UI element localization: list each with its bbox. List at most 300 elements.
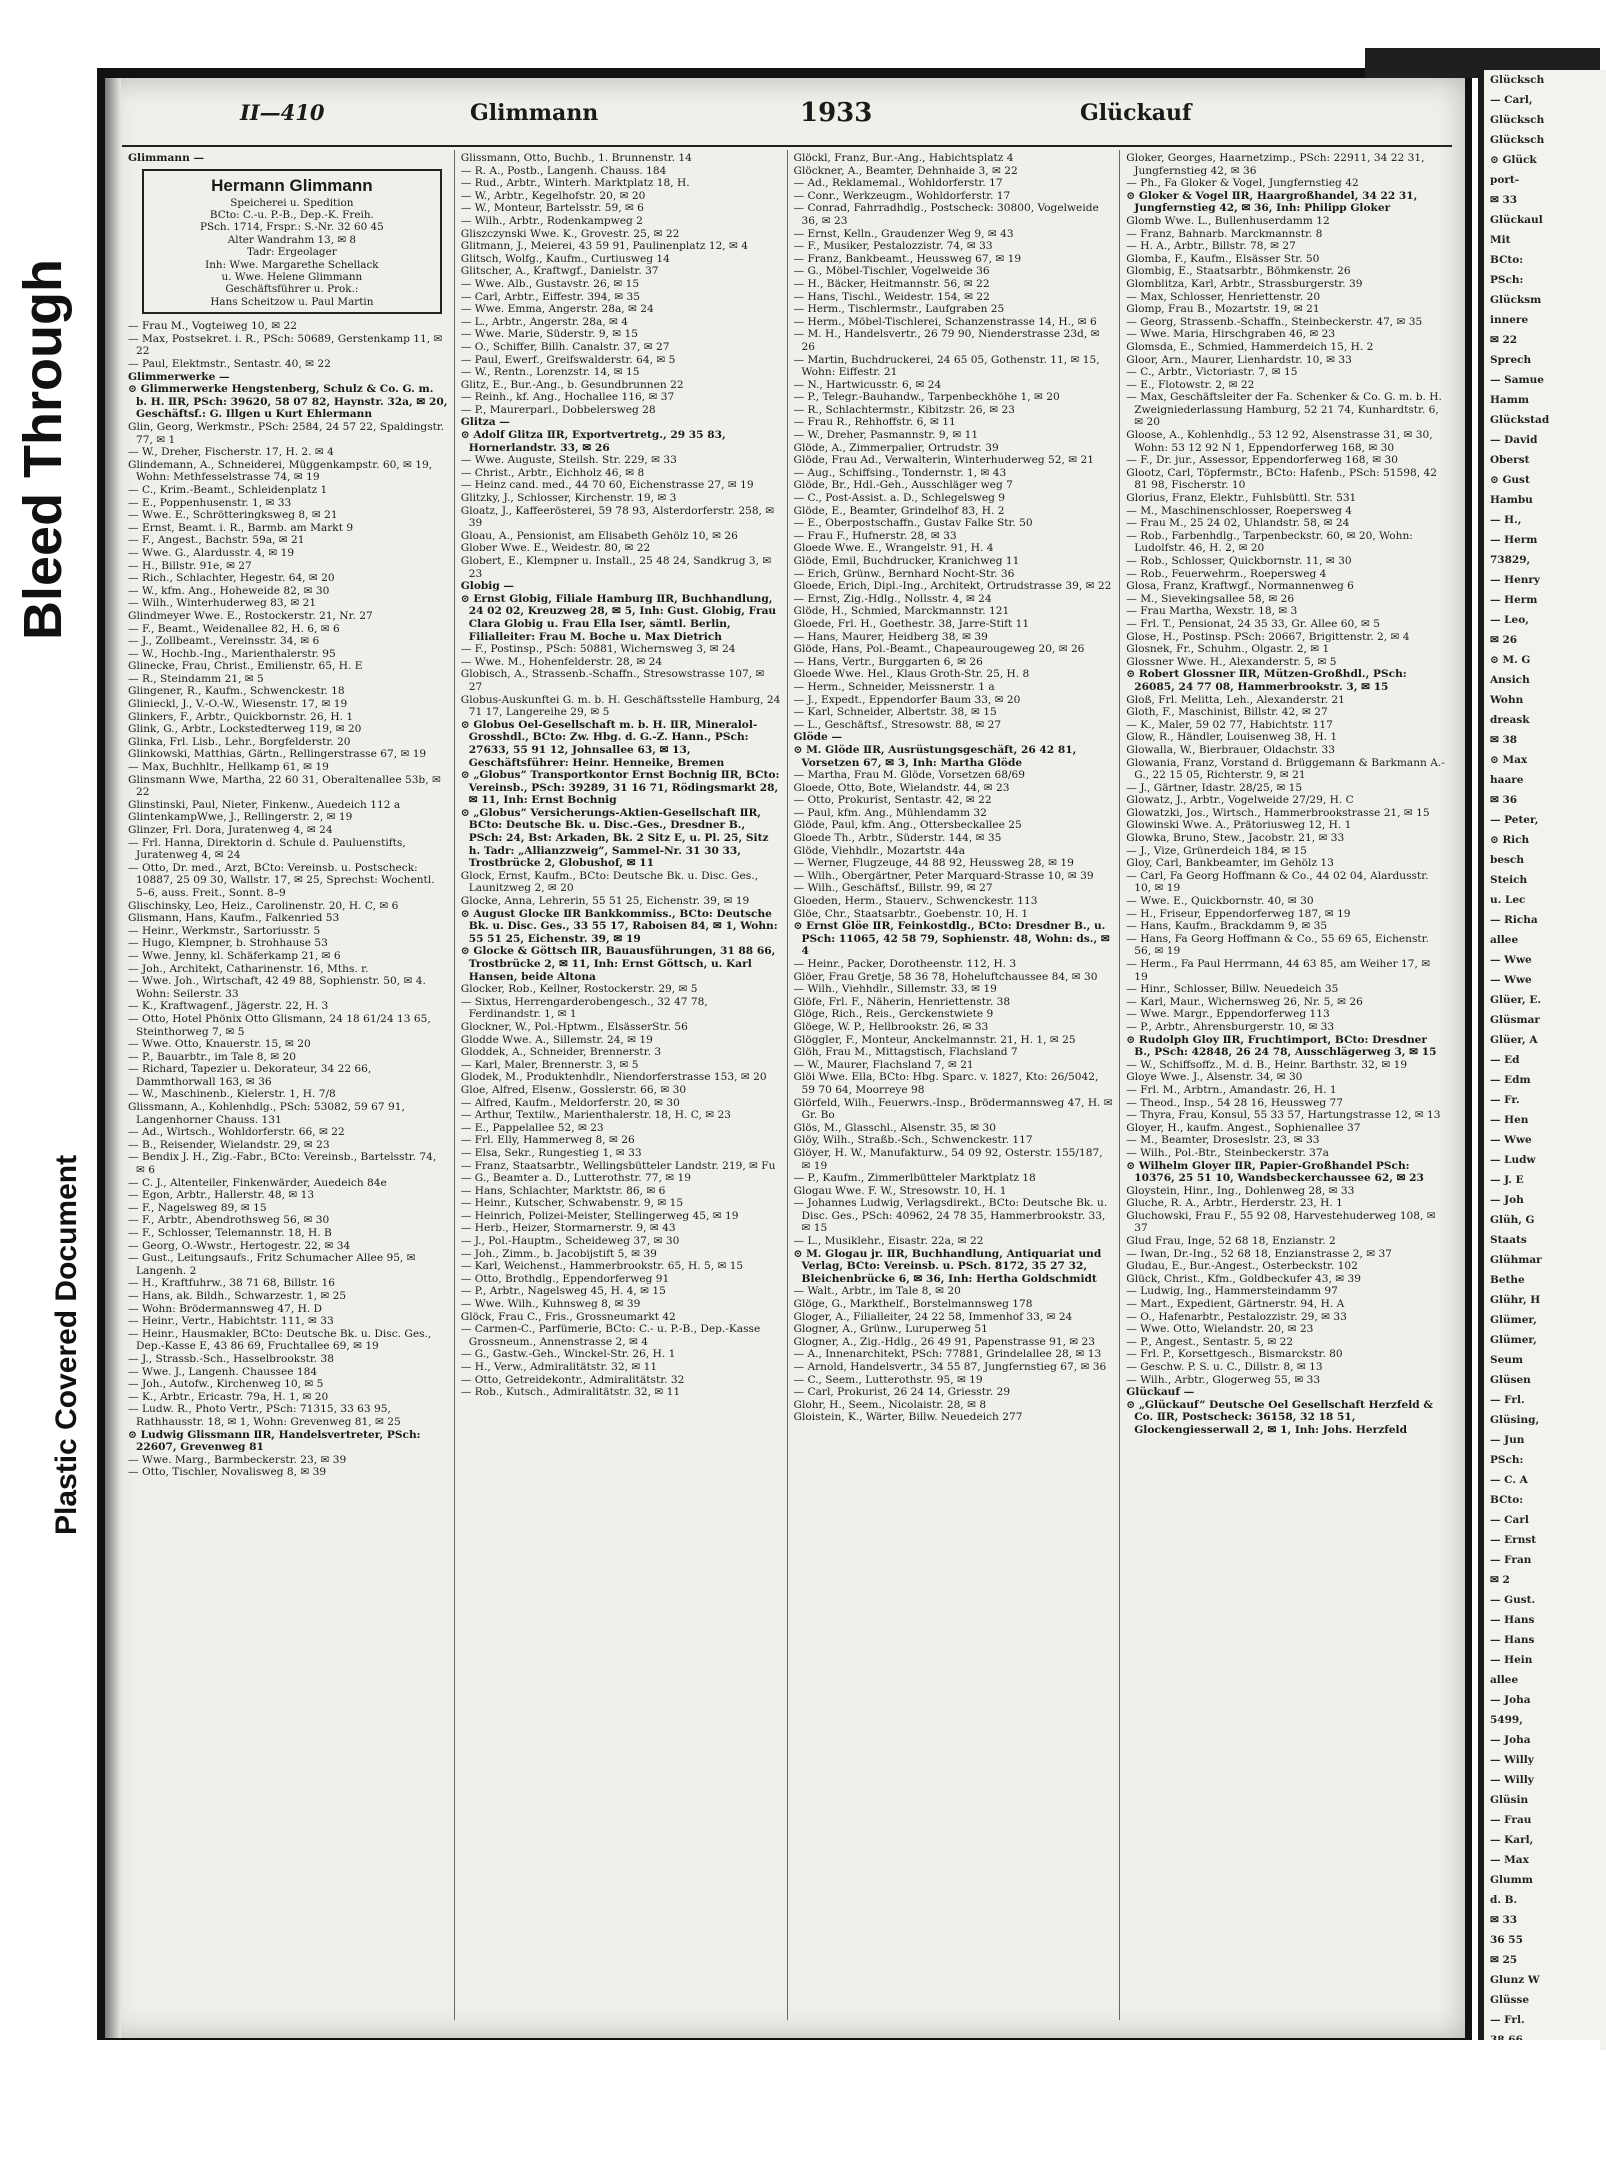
directory-entry: — H. A., Arbtr., Billstr. 78, ✉ 27 xyxy=(1126,240,1296,253)
directory-entry: — G., Möbel-Tischler, Vogelweide 36 xyxy=(793,265,990,278)
directory-entry: Glowatzki, Jos., Wirtsch., Hammerbrookstrasse 21, ✉ 15 xyxy=(1126,806,1430,819)
directory-entry: — Iwan, Dr.-Ing., 52 68 18, Enzianstrasse 2, ✉ 37 xyxy=(1126,1247,1392,1260)
strip-line: ⊙ Rich xyxy=(1490,834,1530,846)
directory-entry: — Ernst, Kelln., Graudenzer Weg 9, ✉ 43 xyxy=(793,227,1014,240)
directory-entry: — P., Angest., Sentastr. 5, ✉ 22 xyxy=(1126,1335,1294,1348)
side-label-plastic-covered: Plastic Covered Document xyxy=(50,1154,83,1535)
directory-entry: — Frau R., Rehhoffstr. 6, ✉ 11 xyxy=(793,416,956,429)
strip-line: allee xyxy=(1490,1674,1519,1686)
strip-line: — Carl, xyxy=(1490,94,1533,106)
directory-entry: — W., Arbtr., Kegelhofstr. 20, ✉ 20 xyxy=(460,189,646,202)
directory-entry: — N., Hartwicusstr. 6, ✉ 24 xyxy=(793,378,942,391)
strip-line: — Hans xyxy=(1490,1634,1535,1646)
directory-entry: — Heinz cand. med., 44 70 60, Eichenstrasse 27, ✉ 19 xyxy=(460,479,754,492)
directory-entry: ⊙ Glocke & Göttsch ⅡR, Bauausführungen, 31 88 66, Trostbrücke 2, ✉ 11, Inh: Ernst Göttsch, u. Karl Hansen, beide Altona xyxy=(460,945,776,983)
strip-line: innere xyxy=(1490,314,1529,326)
directory-entry: — P., Kaufm., Zimmerlbütteler Marktplatz 18 xyxy=(793,1172,1036,1185)
directory-entry: ⊙ Ludwig Glissmann ⅡR, Handelsvertreter, PSch: 22607, Grevenweg 81 xyxy=(128,1428,421,1454)
directory-entry: Glöege, W. P., Hellbrookstr. 26, ✉ 33 xyxy=(793,1020,989,1033)
strip-line: Glüsse xyxy=(1490,1994,1530,2006)
directory-entry: — G., Gastw.-Geh., Winckel-Str. 26, H. 1 xyxy=(460,1348,676,1361)
directory-entry: — W., kfm. Ang., Hoheweide 82, ✉ 30 xyxy=(128,584,330,597)
directory-entry: — Hans, Maurer, Heidberg 38, ✉ 39 xyxy=(793,630,988,643)
directory-entry: Glogau Wwe. F. W., Stresowstr. 10, H. 1 xyxy=(793,1184,1007,1197)
directory-entry: — Heinrich, Polizei-Meister, Stellingerweg 45, ✉ 19 xyxy=(460,1209,739,1222)
directory-entry: Gloede Th., Arbtr., Süderstr. 144, ✉ 35 xyxy=(793,832,1002,845)
strip-line: ✉ 2 xyxy=(1490,1574,1510,1586)
directory-entry: — Ph., Fa Gloker & Vogel, Jungfernstieg 42 xyxy=(1126,177,1359,190)
directory-entry: — Hans, Vertr., Burggarten 6, ✉ 26 xyxy=(793,655,983,668)
directory-entry: — Otto, Getreidekontr., Admiralitätstr. 32 xyxy=(460,1373,685,1386)
strip-line: — Karl, xyxy=(1490,1834,1534,1846)
directory-entry: Gloy, Carl, Bankbeamter, im Gehölz 13 xyxy=(1126,857,1334,870)
directory-entry: — Werner, Flugzeuge, 44 88 92, Heussweg 28, ✉ 19 xyxy=(793,857,1074,870)
directory-entry: Glober Wwe. E., Weidestr. 80, ✉ 22 xyxy=(460,542,651,555)
directory-entry: Gloddek, A., Schneider, Brennerstr. 3 xyxy=(460,1046,662,1059)
directory-entry: ⊙ Gloker & Vogel ⅡR, Haargroßhandel, 34 22 31, Jungfernstieg 42, ✉ 36, Inh: Philipp Gloker xyxy=(1126,189,1418,215)
directory-entry: — C., Seem., Lutterothstr. 95, ✉ 19 xyxy=(793,1373,983,1386)
directory-entry: Gloor, Arn., Maurer, Lienhardstr. 10, ✉ 33 xyxy=(1126,353,1352,366)
directory-entry: — Elsa, Sekr., Rungestieg 1, ✉ 33 xyxy=(460,1146,642,1159)
directory-entry: — F., Angest., Bachstr. 59a, ✉ 21 xyxy=(128,534,305,547)
directory-entry: — Joh., Zimm., b. Jacobijstift 5, ✉ 39 xyxy=(460,1247,657,1260)
directory-entry: Glöfe, Frl. F., Näherin, Henriettenstr. 38 xyxy=(793,995,1011,1008)
directory-entry: — W., Maurer, Flachsland 7, ✉ 21 xyxy=(793,1058,974,1071)
directory-entry: Glimmerwerke — xyxy=(128,370,230,383)
directory-columns xyxy=(122,150,1452,2020)
directory-entry: — Wwe. Emma, Angerstr. 28a, ✉ 24 xyxy=(460,303,654,316)
strip-line: — Carl xyxy=(1490,1514,1529,1526)
page-header xyxy=(120,100,1460,140)
directory-entry: Glöer, Frau Gretje, 58 36 78, Hoheluftchaussee 84, ✉ 30 xyxy=(793,970,1098,983)
directory-entry: — Joh., Architekt, Catharinenstr. 16, Mths. r. xyxy=(128,962,369,975)
directory-entry: ⊙ Glimmerwerke Hengstenberg, Schulz & Co. G. m. b. H. ⅡR, PSch: 39620, 58 07 82, Haynstr. 32a, ✉ 20, Geschäftsf.: G. Illgen u Kurt Ehlermann xyxy=(128,383,448,421)
directory-entry: — Bendix J. H., Zig.-Fabr., BCto: Vereinsb., Bartelsstr. 74, ✉ 6 xyxy=(128,1151,437,1177)
column-4 xyxy=(1120,150,1452,2020)
strip-line: — Joha xyxy=(1490,1734,1531,1746)
directory-entry: — Frl. M., Arbtrn., Amandastr. 26, H. 1 xyxy=(1126,1083,1337,1096)
directory-entry: — Wwe. M., Hohenfelderstr. 28, ✉ 24 xyxy=(460,655,663,668)
directory-entry: Glitzky, J., Schlosser, Kirchenstr. 19, ✉ 3 xyxy=(460,492,677,505)
directory-entry: Glombig, E., Staatsarbtr., Böhmkenstr. 26 xyxy=(1126,265,1351,278)
directory-entry: — W., Maschinenb., Kielerstr. 1, H. 7/8 xyxy=(128,1088,336,1101)
strip-line: Wohn xyxy=(1490,694,1524,706)
directory-entry: — Wwe. Jenny, kl. Schäferkamp 21, ✉ 6 xyxy=(128,949,341,962)
directory-entry: Gloede, Erich, Dipl.-Ing., Architekt, Ortrudstrasse 39, ✉ 22 xyxy=(793,580,1112,593)
directory-entry: — Herb., Heizer, Stormarnerstr. 9, ✉ 43 xyxy=(460,1222,676,1235)
ad-line: PSch. 1714, Frspr.: S.-Nr. 32 60 45 xyxy=(200,221,384,234)
directory-entry: Glindmeyer Wwe. E., Rostockerstr. 21, Nr. 27 xyxy=(128,609,373,622)
column-1 xyxy=(122,150,455,2020)
directory-entry: Gloede, Frl. H., Goethestr. 38, Jarre-Stift 11 xyxy=(793,617,1030,630)
directory-entry: ⊙ Wilhelm Gloyer ⅡR, Papier-Großhandel PSch: 10376, 25 51 10, Wandsbeckerchaussee 62, ✉ 23 xyxy=(1126,1159,1424,1185)
strip-line: 73829, xyxy=(1490,554,1531,566)
strip-line: port- xyxy=(1490,174,1520,186)
directory-entry: — H., Friseur, Eppendorferweg 187, ✉ 19 xyxy=(1126,907,1351,920)
strip-line: — Herm xyxy=(1490,594,1538,606)
bottom-margin xyxy=(0,2040,1600,2177)
strip-line: — Max xyxy=(1490,1854,1529,1866)
directory-entry: — Carmen-C., Parfümerie, BCto: C.- u. P.-B., Dep.-Kasse Grossneum., Annenstrasse 2, ✉ 4 xyxy=(460,1323,761,1348)
directory-entry: Glöde, Frau Ad., Verwalterin, Winterhuderweg 52, ✉ 21 xyxy=(793,454,1094,467)
directory-entry: Glöde, H., Schmied, Marckmannstr. 121 xyxy=(793,605,1010,618)
directory-entry: — M., Beamter, Droseslstr. 23, ✉ 33 xyxy=(1126,1134,1320,1147)
directory-entry: — R., Schlachtermstr., Kibitzstr. 26, ✉ 23 xyxy=(793,403,1015,416)
directory-entry: — E., Oberpostschaffn., Gustav Falke Str. 50 xyxy=(793,517,1033,530)
directory-entry: — Max, Schlosser, Henriettenstr. 20 xyxy=(1126,290,1321,303)
strip-line: — Samue xyxy=(1490,374,1544,386)
side-label-bleed-through: Bleed Through xyxy=(13,259,73,640)
directory-entry: Gloede, Otto, Bote, Wielandstr. 44, ✉ 23 xyxy=(793,781,1010,794)
directory-entry: — Wwe. Marg., Barmbeckerstr. 23, ✉ 39 xyxy=(128,1453,347,1466)
directory-entry: — Rud., Arbtr., Winterh. Marktplatz 18, H. xyxy=(460,177,690,190)
directory-entry: — Carl, Prokurist, 26 24 14, Griesstr. 29 xyxy=(793,1386,1011,1399)
directory-entry: — M., Maschinenschlosser, Roepersweg 4 xyxy=(1126,504,1352,517)
directory-entry: Glörfeld, Wilh., Feuerwrs.-Insp., Brödermannsweg 47, H. ✉ Gr. Bo xyxy=(793,1096,1113,1122)
directory-entry: ⊙ Robert Glossner ⅡR, Mützen-Großhdl., PSch: 26085, 24 77 08, Hammerbrookstr. 3, ✉ 15 xyxy=(1126,668,1407,693)
directory-entry: — Hinr., Schlosser, Billw. Neuedeich 35 xyxy=(1126,983,1339,996)
directory-entry: Gloger, A., Filialleiter, 24 22 58, Immenhof 33, ✉ 24 xyxy=(793,1310,1073,1323)
directory-entry: — Arnold, Handelsvertr., 34 55 87, Jungfernstieg 67, ✉ 36 xyxy=(793,1361,1107,1373)
directory-entry: Glindemann, A., Schneiderei, Müggenkampstr. 60, ✉ 19, Wohn: Methfesselstrasse 74, ✉ 19 xyxy=(128,458,433,484)
directory-entry: — J., Vize, Grünerdeich 184, ✉ 15 xyxy=(1126,844,1307,857)
directory-entry: Glohr, H., Seem., Nicolaistr. 28, ✉ 8 xyxy=(793,1398,987,1411)
directory-entry: — Hans, ak. Bildh., Schwarzestr. 1, ✉ 25 xyxy=(128,1289,347,1302)
strip-line: Sprech xyxy=(1490,354,1532,366)
directory-entry: Glöde, Hans, Pol.-Beamt., Chapeaurougeweg 20, ✉ 26 xyxy=(793,643,1085,656)
directory-entry: Glöde, Emil, Buchdrucker, Kranichweg 11 xyxy=(793,555,1020,567)
directory-entry: Gliszczynski Wwe. K., Grovestr. 25, ✉ 22 xyxy=(460,227,680,240)
directory-entry: — Franz, Bankbeamt., Heussweg 67, ✉ 19 xyxy=(793,252,1022,265)
directory-entry: Gloystein, Hinr., Ing., Dohlenweg 28, ✉ 33 xyxy=(1126,1184,1355,1197)
directory-entry: — Hugo, Klempner, b. Strohhause 53 xyxy=(128,937,328,950)
directory-entry: — R., Steindamm 21, ✉ 5 xyxy=(128,672,264,685)
directory-entry: Gluchowski, Frau F., 55 92 08, Harvestehuderweg 108, ✉ 37 xyxy=(1126,1209,1436,1235)
header-year: 1933 xyxy=(800,98,873,128)
strip-line: Glücksch xyxy=(1490,74,1545,86)
directory-entry: Glomblitza, Karl, Arbtr., Strassburgerstr. 39 xyxy=(1126,277,1363,290)
directory-entry: Glöde, Paul, kfm. Ang., Ottersbeckallee 25 xyxy=(793,819,1022,832)
strip-line: — Gust. xyxy=(1490,1594,1536,1606)
directory-entry: — Wwe. Alb., Gustavstr. 26, ✉ 15 xyxy=(460,277,640,290)
directory-entry: ⊙ August Glocke ⅡR Bankkommiss., BCto: Deutsche Bk. u. Disc. Ges., 33 55 17, Raboisen 84, ✉ 1, Wohn: 55 51 25, Eichenstr. 39, ✉ 19 xyxy=(460,907,778,945)
directory-entry: — Frau M., Vogteiweg 10, ✉ 22 xyxy=(128,320,298,333)
directory-entry: — Max, Buchhltr., Hellkamp 61, ✉ 19 xyxy=(128,761,329,774)
directory-entry: ⊙ Globus Oel-Gesellschaft m. b. H. ⅡR, Mineralol-Grosshdl., BCto: Zw. Hbg. d. G.-Z. Hann., PSch: 27633, 55 91 12, Johnsallee 63, ✉ 13, Geschäftsführer: Heinr. Henneike, Bremen xyxy=(460,718,758,769)
strip-line: BCto: xyxy=(1490,254,1524,266)
strip-line: Glückstad xyxy=(1490,414,1550,426)
strip-line: — Willy xyxy=(1490,1774,1534,1786)
directory-entry: — H., Verw., Admiralitätstr. 32, ✉ 11 xyxy=(460,1361,658,1373)
directory-entry: Glöh, Frau M., Mittagstisch, Flachsland 7 xyxy=(793,1046,1018,1059)
directory-entry: — Ad., Reklamemal., Wohldorferstr. 17 xyxy=(793,177,1003,190)
directory-entry: — Franz, Bahnarb. Marckmannstr. 8 xyxy=(1126,227,1323,240)
strip-line: Glücksch xyxy=(1490,134,1545,146)
directory-entry: — Otto, Dr. med., Arzt, BCto: Vereinsb. u. Postscheck: 10887, 25 09 30, Wallstr. 17, ✉ 25, Sprechst: Wochentl. 5–6, auss. Freit., Sonnt. 8–9 xyxy=(128,861,435,899)
directory-entry: Glinka, Frl. Lisb., Lehr., Borgfelderstr. 20 xyxy=(128,735,351,748)
directory-entry: Glogner, A., Zig.-Hdlg., 26 49 91, Papenstrasse 91, ✉ 23 xyxy=(793,1335,1096,1348)
directory-entry: Gloau, A., Pensionist, am Elisabeth Gehölz 10, ✉ 26 xyxy=(460,529,738,542)
directory-entry: — Wwe. Auguste, Steilsh. Str. 229, ✉ 33 xyxy=(460,454,677,467)
directory-entry: — W., Rentn., Lorenzstr. 14, ✉ 15 xyxy=(460,366,640,379)
strip-line: — Wwe xyxy=(1490,974,1532,986)
directory-entry: Glinsmann Wwe, Martha, 22 60 31, Oberaltenallee 53b, ✉ 22 xyxy=(128,773,441,799)
strip-line: ⊙ Gust xyxy=(1490,474,1530,486)
directory-entry: — Walt., Arbtr., im Tale 8, ✉ 20 xyxy=(793,1285,961,1298)
strip-line: ✉ 22 xyxy=(1490,334,1518,346)
directory-entry: Gloyer, H., kaufm. Angest., Sophienallee 37 xyxy=(1126,1121,1361,1134)
directory-entry: — L., Musiklehr., Eisastr. 22a, ✉ 22 xyxy=(793,1235,984,1248)
directory-entry: Glöck, Frau C., Fris., Grossneumarkt 42 xyxy=(460,1310,676,1323)
directory-entry: — Herm., Schneider, Meissnerstr. 1 a xyxy=(793,680,995,693)
strip-line: Bethe xyxy=(1490,1274,1525,1286)
strip-line: — Frl. xyxy=(1490,2014,1525,2026)
directory-entry: — J., Zollbeamt., Vereinsstr. 34, ✉ 6 xyxy=(128,635,320,648)
strip-line: — J. E xyxy=(1490,1174,1524,1186)
directory-entry: Glimmann — xyxy=(128,152,205,164)
directory-entry: — Paul, Ewerf., Greifswalderstr. 64, ✉ 5 xyxy=(460,353,676,366)
directory-entry: Glöyer, H. W., Manufakturw., 54 09 92, Osterstr. 155/187, ✉ 19 xyxy=(793,1146,1103,1172)
directory-entry: Gloß, Frl. Melitta, Leh., Alexanderstr. 21 xyxy=(1126,693,1345,706)
directory-entry: — F., Beamt., Weidenallee 82, H. 6, ✉ 6 xyxy=(128,622,340,635)
directory-entry: — Max, Geschäftsleiter der Fa. Schenker & Co. G. m. b. H. Zweigniederlassung Hamburg, 52 21 74, Kunhardtstr. 6, ✉ 20 xyxy=(1126,391,1442,429)
strip-line: Glücksch xyxy=(1490,114,1545,126)
strip-line: — Willy xyxy=(1490,1754,1534,1766)
directory-entry: — F., Nagelsweg 89, ✉ 15 xyxy=(128,1201,267,1214)
directory-entry: Glin, Georg, Werkmstr., PSch: 2584, 24 57 22, Spaldingstr. 77, ✉ 1 xyxy=(128,421,445,446)
directory-entry: — H., Bäcker, Heitmannstr. 56, ✉ 22 xyxy=(793,277,990,290)
strip-line: Glüer, E. xyxy=(1490,994,1542,1006)
directory-entry: — Conr., Werkzeugm., Wohldorferstr. 17 xyxy=(793,189,1011,202)
strip-line: Glüsing, xyxy=(1490,1414,1540,1426)
directory-entry: — Karl, Maler, Brennerstr. 3, ✉ 5 xyxy=(460,1058,639,1071)
directory-entry: — Aug., Schiffsing., Tondernstr. 1, ✉ 43 xyxy=(793,466,1007,479)
directory-entry: Glosnek, Fr., Schuhm., Olgastr. 2, ✉ 1 xyxy=(1126,643,1330,656)
strip-line: 5499, xyxy=(1490,1714,1523,1726)
directory-entry: Glinstinski, Paul, Nieter, Finkenw., Auedeich 112 a xyxy=(128,798,401,811)
ad-line: BCto: C.-u. P.-B., Dep.-K. Freih. xyxy=(209,209,374,221)
directory-entry: Glinkers, F., Arbtr., Quickbornstr. 26, H. 1 xyxy=(128,710,354,723)
directory-entry: Glock, Ernst, Kaufm., BCto: Deutsche Bk. u. Disc. Ges., Launitzweg 2, ✉ 20 xyxy=(460,869,758,895)
directory-entry: ⊙ „Glückauf” Deutsche Oel Gesellschaft Herzfeld & Co. ⅡR, Postscheck: 36158, 32 18 51, Glockengiesserwall 2, ✉ 1, Inh: Johs. Herzfeld xyxy=(1126,1398,1433,1436)
directory-entry: — Wilh., Winterhuderweg 83, ✉ 21 xyxy=(128,597,317,610)
strip-line: Glüer, A xyxy=(1490,1034,1538,1046)
directory-entry: Glück, Christ., Kfm., Goldbeckufer 43, ✉ 39 xyxy=(1126,1272,1361,1285)
directory-entry: Glomba, F., Kaufm., Elsässer Str. 50 xyxy=(1126,252,1320,265)
directory-entry: — Reinh., kf. Ang., Hochallee 116, ✉ 37 xyxy=(460,391,675,404)
strip-line: ✉ 26 xyxy=(1490,634,1518,646)
directory-entry: — P., Arbtr., Ahrensburgerstr. 10, ✉ 33 xyxy=(1126,1020,1335,1033)
directory-entry: Gloye Wwe. J., Alsenstr. 34, ✉ 30 xyxy=(1126,1071,1303,1084)
directory-entry: — Carl, Arbtr., Eiffestr. 394, ✉ 35 xyxy=(460,290,640,303)
strip-line: Glumm xyxy=(1490,1874,1533,1886)
directory-entry: — Richard, Tapezier u. Dekorateur, 34 22 66, Dammthorwall 163, ✉ 36 xyxy=(128,1063,372,1088)
directory-entry: — Gust., Leitungsaufs., Fritz Schumacher Allee 95, ✉ Langenh. 2 xyxy=(128,1252,416,1277)
directory-entry: — Rich., Schlachter, Hegestr. 64, ✉ 20 xyxy=(128,572,335,585)
directory-entry: — Wwe. Otto, Wielandstr. 20, ✉ 23 xyxy=(1126,1323,1314,1336)
ad-firm-name: Hermann Glimmann xyxy=(211,175,373,195)
directory-entry: — O., Schiffer, Billh. Canalstr. 37, ✉ 27 xyxy=(460,340,670,353)
strip-line: 36 55 xyxy=(1490,1934,1523,1946)
directory-entry: Glinieckl, J., V.-O.-W., Wiesenstr. 17, ✉ 19 xyxy=(128,698,348,711)
directory-entry: — Heinr., Hausmakler, BCto: Deutsche Bk. u. Disc. Ges., Dep.-Kasse E, 43 86 69, Fruchtallee 69, ✉ 19 xyxy=(128,1327,432,1353)
directory-entry: — Carl, Fa Georg Hoffmann & Co., 44 02 04, Alardusstr. 10, ✉ 19 xyxy=(1126,869,1429,895)
strip-line: ⊙ Glück xyxy=(1490,154,1537,166)
strip-line: Mit xyxy=(1490,234,1511,246)
directory-entry: Glinkowski, Matthias, Gärtn., Rellingerstrasse 67, ✉ 19 xyxy=(128,748,427,761)
strip-line: Glunz W xyxy=(1490,1974,1540,1986)
strip-line: — Peter, xyxy=(1490,814,1539,826)
directory-entry: Glöe, Chr., Staatsarbtr., Goebenstr. 10, H. 1 xyxy=(793,907,1029,920)
column-3 xyxy=(788,150,1121,2020)
strip-line: — Wwe xyxy=(1490,954,1532,966)
strip-line: ✉ 38 xyxy=(1490,734,1518,746)
directory-entry: — Alfred, Kaufm., Meldorferstr. 20, ✉ 30 xyxy=(460,1096,680,1109)
strip-line: — Edm xyxy=(1490,1074,1531,1086)
directory-entry: Glinecke, Frau, Christ., Emilienstr. 65, H. E xyxy=(128,660,363,673)
directory-entry: — H., Kraftfuhrw., 38 71 68, Billstr. 16 xyxy=(128,1277,335,1290)
strip-line: Glücksm xyxy=(1490,294,1542,306)
strip-line: ⊙ Max xyxy=(1490,754,1528,766)
directory-entry: — Frau Martha, Wexstr. 18, ✉ 3 xyxy=(1126,605,1298,618)
directory-entry: — Theod., Insp., 54 28 16, Heussweg 77 xyxy=(1126,1096,1344,1109)
ad-line: Speicherei u. Spedition xyxy=(230,196,354,209)
directory-entry: — P., Telegr.-Bauhandw., Tarpenbeckhöhe 1, ✉ 20 xyxy=(793,391,1060,404)
directory-entry: — F., Postinsp., PSch: 50881, Wichernsweg 3, ✉ 24 xyxy=(460,643,736,656)
directory-entry: — Ernst, Zig.-Hdlg., Nollsstr. 4, ✉ 24 xyxy=(793,592,992,605)
strip-line: allee xyxy=(1490,934,1519,946)
directory-entry: — L., Arbtr., Angerstr. 28a, ✉ 4 xyxy=(460,315,629,328)
directory-entry: — Johannes Ludwig, Verlagsdirekt., BCto: Deutsche Bk. u. Disc. Ges., PSch: 40962, 24 78 35, Hammerbrookstr. 33, ✉ 15 xyxy=(793,1197,1108,1235)
directory-entry: Glodek, M., Produktenhdlr., Niendorferstrasse 153, ✉ 20 xyxy=(460,1071,767,1084)
directory-entry: — Paul, Elektmstr., Sentastr. 40, ✉ 22 xyxy=(128,358,331,371)
directory-entry: — Wwe. G., Alardusstr. 4, ✉ 19 xyxy=(128,546,295,559)
directory-entry: — Wilh., Arbtr., Glogerweg 55, ✉ 33 xyxy=(1126,1373,1321,1386)
directory-entry: — Franz, Staatsarbtr., Wellingsbütteler Landstr. 219, ✉ Fu xyxy=(460,1159,776,1172)
strip-line: ✉ 33 xyxy=(1490,194,1518,206)
directory-entry: — W., Hochb.-Ing., Marienthalerstr. 95 xyxy=(128,647,336,660)
directory-entry: — Erich, Grünw., Bernhard Nocht-Str. 36 xyxy=(793,567,1015,580)
page-number: II—410 xyxy=(240,100,325,125)
directory-entry: — C., Arbtr., Victoriastr. 7, ✉ 15 xyxy=(1126,366,1298,379)
directory-entry: — Wilh., Geschäftsf., Billstr. 99, ✉ 27 xyxy=(793,882,993,895)
strip-line: Staats xyxy=(1490,1234,1527,1246)
directory-entry: Glomsda, E., Schmied, Hammerdeich 15, H. 2 xyxy=(1126,340,1374,353)
ad-line: Alter Wandrahm 13, ✉ 8 xyxy=(227,233,356,246)
directory-entry: — Wilh., Viehhdlr., Sillemstr. 33, ✉ 19 xyxy=(793,983,997,996)
directory-entry: — Wwe. E., Schrötteringksweg 8, ✉ 21 xyxy=(128,509,338,522)
directory-entry: Glose, H., Postinsp. PSch: 20667, Brigittenstr. 2, ✉ 4 xyxy=(1126,630,1410,643)
directory-entry: Glowka, Bruno, Stew., Jacobstr. 21, ✉ 33 xyxy=(1126,832,1345,845)
strip-line: — H., xyxy=(1490,514,1522,526)
directory-entry: — Hans, Kaufm., Brackdamm 9, ✉ 35 xyxy=(1126,920,1328,933)
directory-entry: — Wwe. J., Langenh. Chaussee 184 xyxy=(128,1365,318,1378)
directory-entry: — Heinr., Packer, Dorotheenstr. 112, H. 3 xyxy=(793,958,1017,970)
directory-entry: Glow, R., Händler, Louisenweg 38, H. 1 xyxy=(1126,731,1338,744)
strip-line: Glümer, xyxy=(1490,1314,1537,1326)
directory-entry: — Wwe. Maria, Hirschgraben 46, ✉ 23 xyxy=(1126,328,1336,341)
directory-entry: — Herm., Möbel-Tischlerei, Schanzenstrasse 14, H., ✉ 6 xyxy=(793,315,1097,328)
strip-line: — Frau xyxy=(1490,1814,1532,1826)
directory-entry: — Karl, Maur., Wichernsweg 26, Nr. 5, ✉ 26 xyxy=(1126,995,1363,1008)
directory-entry: Globisch, A., Strassenb.-Schaffn., Stresowstrasse 107, ✉ 27 xyxy=(460,668,765,693)
directory-entry: Gloker, Georges, Haarnetzimp., PSch: 22911, 34 22 31, Jungfernstieg 42, ✉ 36 xyxy=(1126,152,1425,177)
directory-entry: — K., Kraftwagenf., Jägerstr. 22, H. 3 xyxy=(128,1000,329,1013)
directory-entry: Glöy, Wilh., Straßb.-Sch., Schwenckestr. 117 xyxy=(793,1134,1033,1147)
directory-entry: Glöde, Br., Hdl.-Geh., Ausschläger weg 7 xyxy=(793,479,1013,492)
directory-entry: Glowalla, W., Bierbrauer, Oldachstr. 33 xyxy=(1126,743,1335,756)
directory-entry: — Rob., Kutsch., Admiralitätstr. 32, ✉ 11 xyxy=(460,1386,681,1399)
directory-entry: ⊙ Ernst Globig, Filiale Hamburg ⅡR, Buchhandlung, 24 02 02, Kreuzweg 28, ✉ 5, Inh: Gust. Globig, Frau Clara Globig u. Frau Ella Iser, sämtl. Berlin, Filialleiter: Frau M. Boche u. Max Dietrich xyxy=(460,592,777,643)
directory-entry: Glöggler, F., Monteur, Anckelmannstr. 21, H. 1, ✉ 25 xyxy=(793,1033,1076,1046)
directory-entry: — Frau F., Hufnerstr. 28, ✉ 33 xyxy=(793,529,957,542)
directory-entry: Glitscher, A., Kraftwgf., Danielstr. 37 xyxy=(460,265,659,278)
directory-entry: Glöckner, A., Beamter, Dehnhaide 3, ✉ 22 xyxy=(793,164,1018,177)
directory-entry: — Otto, Tischler, Novalisweg 8, ✉ 39 xyxy=(128,1466,327,1479)
strip-line: — Joh xyxy=(1490,1194,1524,1206)
directory-entry: Glismann, Hans, Kaufm., Falkenried 53 xyxy=(128,912,340,925)
directory-entry: — Karl, Weichenst., Hammerbrookstr. 65, H. 5, ✉ 15 xyxy=(460,1260,744,1273)
strip-line: Oberst xyxy=(1490,454,1530,466)
directory-entry: — Otto, Hotel Phönix Otto Glismann, 24 18 61/24 13 65, Steinthorweg 7, ✉ 5 xyxy=(128,1012,431,1038)
directory-entry: Glöge, G., Markthelf., Borstelmannsweg 178 xyxy=(793,1298,1033,1311)
advertisement-box xyxy=(142,169,442,315)
strip-line: — Wwe xyxy=(1490,1134,1532,1146)
directory-entry: — Herm., Tischlermstr., Laufgraben 25 xyxy=(793,303,1005,316)
strip-line: — Fr. xyxy=(1490,1094,1520,1106)
directory-entry: Gloth, F., Maschinist, Billstr. 42, ✉ 27 xyxy=(1126,706,1328,719)
directory-entry: Glowinski Wwe. A., Prätoriusweg 12, H. 1 xyxy=(1126,819,1352,832)
directory-entry: Glöi Wwe. Ella, BCto: Hbg. Sparc. v. 1827, Kto: 26/5042, 59 70 64, Moorreye 98 xyxy=(793,1071,1099,1096)
directory-entry: — M., Sievekingsallee 58, ✉ 26 xyxy=(1126,592,1295,605)
directory-entry: Glöde — xyxy=(793,731,843,744)
directory-entry: Glorius, Franz, Elektr., Fuhlsbüttl. Str. 531 xyxy=(1126,492,1357,505)
directory-entry: Gloe, Alfred, Elsenw., Gosslerstr. 66, ✉ 30 xyxy=(460,1083,687,1096)
directory-entry: — Otto, Brothdlg., Eppendorferweg 91 xyxy=(460,1272,670,1285)
directory-entry: — Martin, Buchdruckerei, 24 65 05, Gothenstr. 11, ✉ 15, Wohn: Eiffestr. 21 xyxy=(793,353,1100,379)
strip-line: — Fran xyxy=(1490,1554,1532,1566)
directory-entry: Glöde, Viehhdlr., Mozartstr. 44a xyxy=(793,844,966,857)
directory-entry: — J., Pol.-Hauptm., Scheideweg 37, ✉ 30 xyxy=(460,1235,680,1248)
directory-entry: — C., Krim.-Beamt., Schleidenplatz 1 xyxy=(128,483,328,496)
directory-entry: — Wilh., Pol.-Btr., Steinbeckerstr. 37a xyxy=(1126,1146,1329,1159)
directory-entry: ⊙ Ernst Glöe ⅡR, Feinkostdlg., BCto: Dresdner B., u. PSch: 11065, 42 58 79, Sophienstr. 48, Wohn: ds., ✉ 4 xyxy=(793,920,1110,958)
directory-entry: Glitsch, Wolfg., Kaufm., Curtiusweg 14 xyxy=(460,252,670,265)
directory-entry: Glöde, E., Beamter, Grindelhof 83, H. 2 xyxy=(793,504,1005,517)
ad-line: Geschäftsführer u. Prok.: xyxy=(225,283,359,296)
directory-entry: — Wohn: Brödermannsweg 47, H. D xyxy=(128,1302,323,1315)
directory-entry: — Ludw. R., Photo Vertr., PSch: 71315, 33 63 95, Rathhausstr. 18, ✉ 1, Wohn: Grevenweg 81, ✉ 25 xyxy=(128,1403,401,1428)
directory-entry: ⊙ Adolf Glitza ⅡR, Exportvertretg., 29 35 83, Hornerlandstr. 33, ✉ 26 xyxy=(460,429,726,454)
directory-entry: — Wwe. Margr., Eppendorferweg 113 xyxy=(1126,1008,1330,1021)
directory-entry: Glöge, Rich., Reis., Gerckenstwiete 9 xyxy=(793,1008,994,1021)
directory-entry: — F., Schlosser, Telemannstr. 18, H. B xyxy=(128,1227,332,1239)
directory-entry: — O., Hafenarbtr., Pestalozzistr. 29, ✉ 33 xyxy=(1126,1310,1347,1323)
strip-line: — Richa xyxy=(1490,914,1538,926)
strip-line: — David xyxy=(1490,434,1538,446)
directory-entry: Glud Frau, Inge, 52 68 18, Enzianstr. 2 xyxy=(1126,1235,1336,1248)
strip-line: ✉ 25 xyxy=(1490,1954,1518,1966)
strip-line: Ansich xyxy=(1490,674,1530,686)
directory-entry: Gloistein, K., Wärter, Billw. Neuedeich 277 xyxy=(793,1411,1023,1424)
directory-entry: Globig — xyxy=(460,580,515,593)
directory-entry: Gloose, A., Kohlenhdlg., 53 12 92, Alsenstrasse 31, ✉ 30, Wohn: 53 12 92 N 1, Eppendorferweg 168, ✉ 30 xyxy=(1126,429,1433,454)
directory-entry: — Hans, Schlachter, Marktstr. 86, ✉ 6 xyxy=(460,1184,666,1197)
directory-entry: — F., Arbtr., Abendrothsweg 56, ✉ 30 xyxy=(128,1214,330,1227)
directory-entry: — R. A., Postb., Langenh. Chauss. 184 xyxy=(460,164,667,177)
strip-line: Glüsin xyxy=(1490,1794,1529,1806)
strip-line: u. Lec xyxy=(1490,894,1526,906)
